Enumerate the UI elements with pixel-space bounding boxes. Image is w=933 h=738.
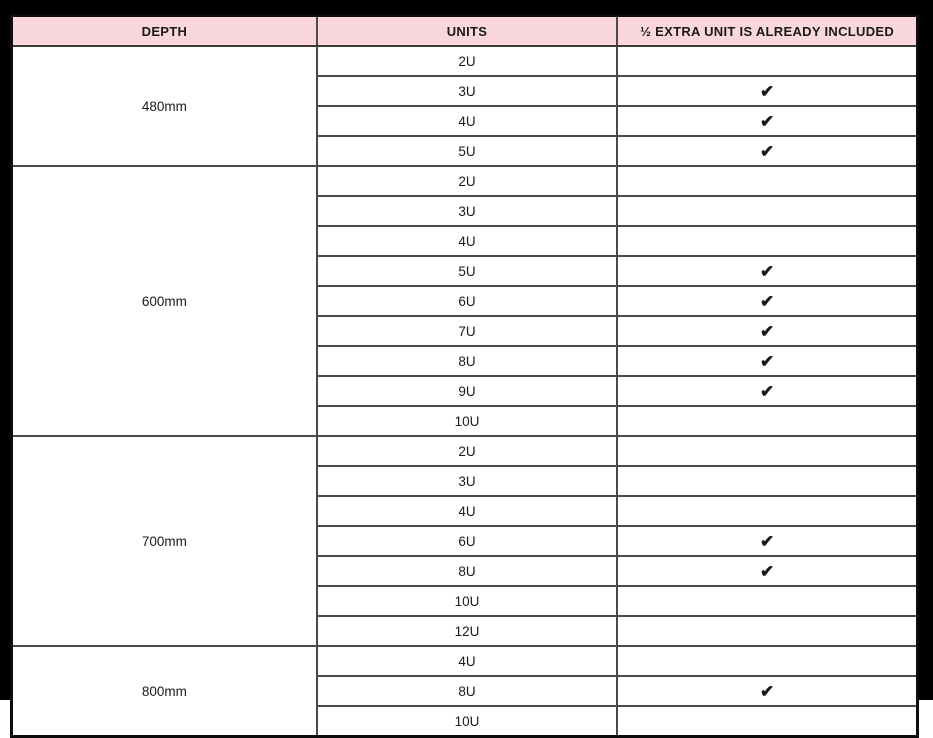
table-row xyxy=(12,646,918,676)
units-cell: 2U xyxy=(317,436,617,466)
depth-cell: 600mm xyxy=(12,166,317,436)
check-cell-empty xyxy=(617,616,917,646)
check-mark-icon: ✔ xyxy=(617,376,917,406)
header-units: UNITS xyxy=(317,16,617,47)
units-cell: 4U xyxy=(317,106,617,136)
units-cell: 5U xyxy=(317,136,617,166)
units-cell: 6U xyxy=(317,286,617,316)
units-cell: 4U xyxy=(317,226,617,256)
check-mark-icon: ✔ xyxy=(617,346,917,376)
check-mark-icon: ✔ xyxy=(617,676,917,706)
units-cell: 6U xyxy=(317,526,617,556)
check-cell-empty xyxy=(617,196,917,226)
check-cell-empty xyxy=(617,226,917,256)
units-cell: 4U xyxy=(317,646,617,676)
depth-cell: 700mm xyxy=(12,436,317,646)
units-cell: 8U xyxy=(317,556,617,586)
table-row xyxy=(12,46,918,76)
check-mark-icon: ✔ xyxy=(617,106,917,136)
units-cell: 3U xyxy=(317,196,617,226)
check-cell-empty xyxy=(617,706,917,737)
units-cell: 8U xyxy=(317,676,617,706)
check-cell-empty xyxy=(617,646,917,676)
check-cell-empty xyxy=(617,436,917,466)
table-row xyxy=(12,166,918,196)
units-cell: 3U xyxy=(317,466,617,496)
check-cell-empty xyxy=(617,496,917,526)
check-mark-icon: ✔ xyxy=(617,556,917,586)
units-cell: 10U xyxy=(317,706,617,737)
check-mark-icon: ✔ xyxy=(617,136,917,166)
units-cell: 2U xyxy=(317,166,617,196)
units-cell: 4U xyxy=(317,496,617,526)
table-row xyxy=(12,436,918,466)
check-mark-icon: ✔ xyxy=(617,286,917,316)
check-cell-empty xyxy=(617,466,917,496)
check-cell-empty xyxy=(617,406,917,436)
rack-depth-units-table xyxy=(10,14,919,738)
units-cell: 7U xyxy=(317,316,617,346)
check-cell-empty xyxy=(617,586,917,616)
units-cell: 3U xyxy=(317,76,617,106)
units-cell: 8U xyxy=(317,346,617,376)
units-cell: 2U xyxy=(317,46,617,76)
check-cell-empty xyxy=(617,166,917,196)
header-row xyxy=(12,16,918,47)
depth-cell: 800mm xyxy=(12,646,317,737)
units-cell: 9U xyxy=(317,376,617,406)
check-mark-icon: ✔ xyxy=(617,76,917,106)
units-cell: 12U xyxy=(317,616,617,646)
units-cell: 10U xyxy=(317,406,617,436)
check-mark-icon: ✔ xyxy=(617,316,917,346)
units-cell: 10U xyxy=(317,586,617,616)
check-mark-icon: ✔ xyxy=(617,526,917,556)
header-depth: DEPTH xyxy=(12,16,317,47)
header-extra-unit-included: ½ EXTRA UNIT IS ALREADY INCLUDED xyxy=(617,16,917,47)
check-mark-icon: ✔ xyxy=(617,256,917,286)
depth-cell: 480mm xyxy=(12,46,317,166)
units-cell: 5U xyxy=(317,256,617,286)
check-cell-empty xyxy=(617,46,917,76)
